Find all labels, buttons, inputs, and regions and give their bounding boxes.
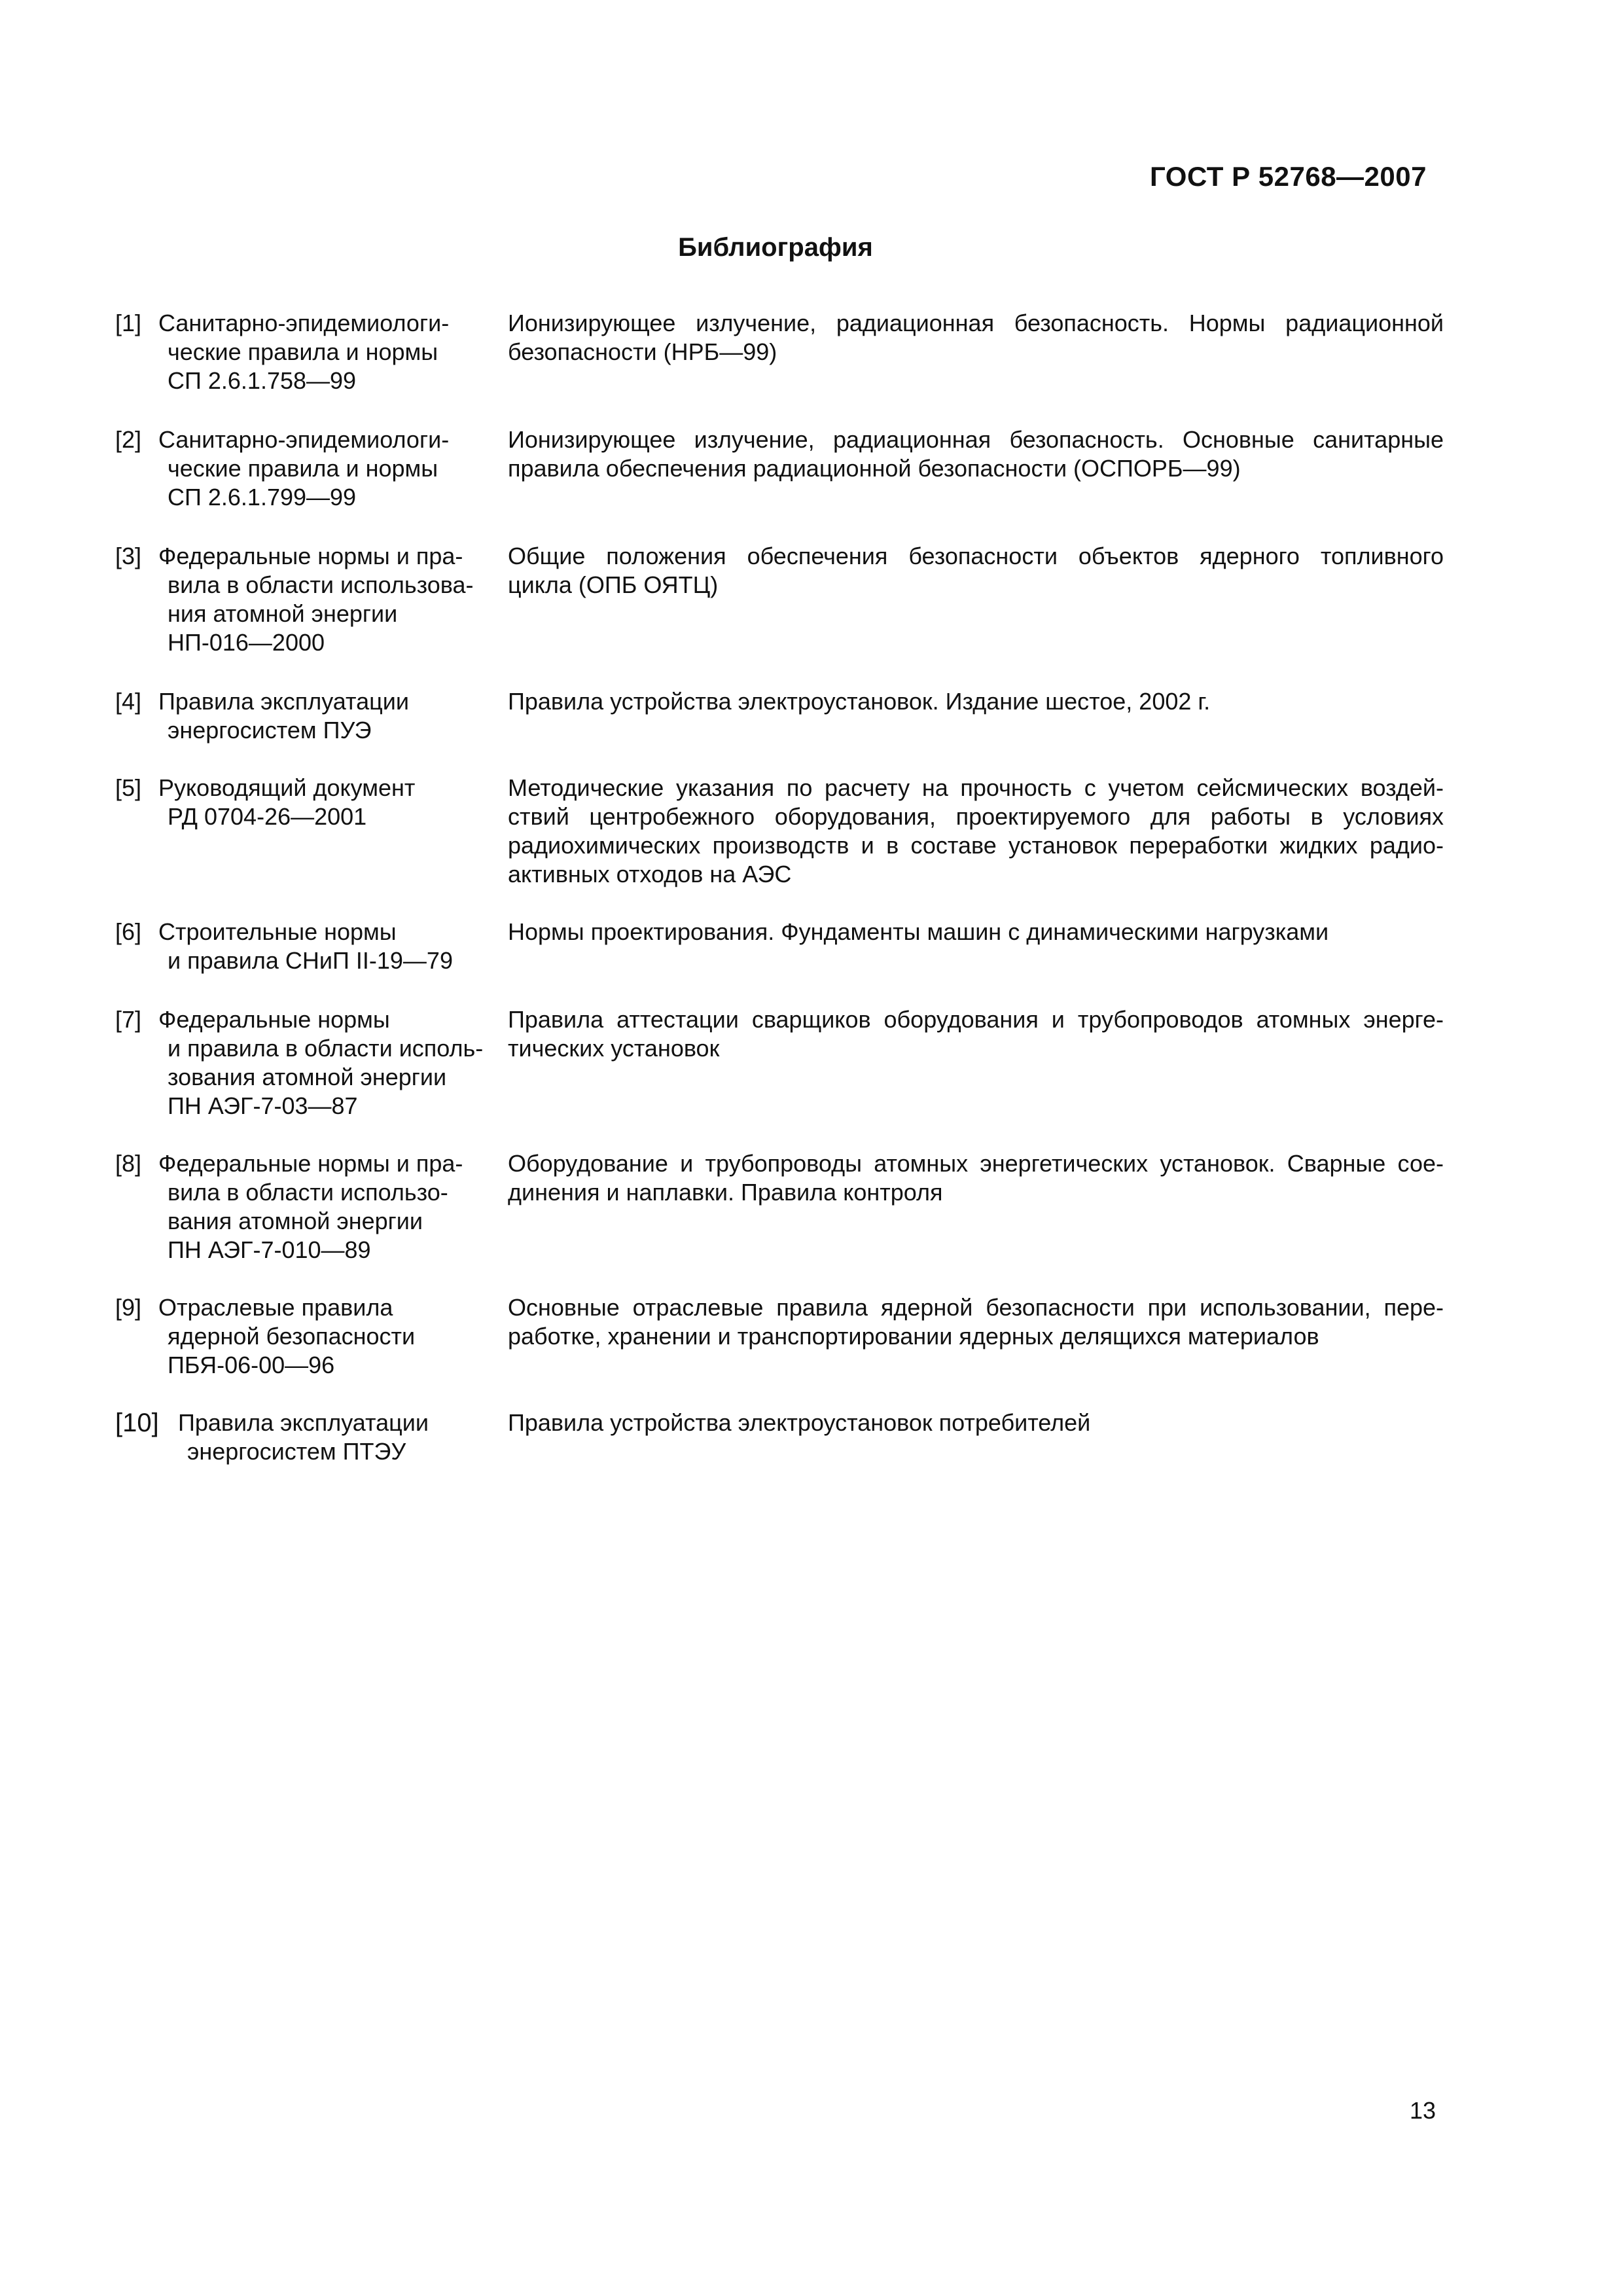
title-line: тических установок: [508, 1035, 720, 1062]
entry-title: [508, 1408, 1444, 1437]
source-line: Правила эксплуатации: [178, 1409, 429, 1436]
source-line: и правила СНиП II-19—79: [168, 947, 453, 974]
entry-number: [5]: [115, 774, 142, 801]
source-line: энергосистем ПУЭ: [168, 717, 372, 744]
source-line: ПБЯ-06-00—96: [168, 1352, 335, 1378]
entry-number: [6]: [115, 918, 142, 945]
bibliography-entry: [115, 1408, 1444, 1466]
bibliography-entry: [115, 425, 1444, 512]
bibliography-entry: [115, 1005, 1444, 1121]
bibliography-entry: [115, 1149, 1444, 1265]
source-line: ядерной безопасности: [168, 1323, 416, 1350]
entry-number: [7]: [115, 1006, 142, 1033]
entry-number: [4]: [115, 688, 142, 715]
document-code: ГОСТ Р 52768—2007: [1150, 161, 1427, 192]
entry-source: [158, 1293, 505, 1380]
entry-source: [158, 774, 505, 831]
entry-title: [508, 425, 1444, 483]
source-line: РД 0704-26—2001: [168, 803, 367, 830]
title-line: Методические указания по расчету на прочность с учетом сейсмических воздей-: [508, 774, 1444, 801]
entry-title: [508, 1149, 1444, 1207]
title-line: Правила устройства электроустановок потребителей: [508, 1409, 1091, 1436]
entry-source: [178, 1408, 525, 1466]
entry-source: [158, 1005, 505, 1121]
entry-source: [158, 542, 505, 657]
title-line: Ионизирующее излучение, радиационная безопасность. Основные санитарные: [508, 426, 1444, 453]
entry-number: [1]: [115, 310, 142, 336]
entry-source: [158, 687, 505, 745]
title-line: ствий центробежного оборудования, проектируемого для работы в условиях: [508, 803, 1444, 830]
entry-title: [508, 1005, 1444, 1063]
title-line: Оборудование и трубопроводы атомных энергетических установок. Сварные сое-: [508, 1150, 1444, 1177]
source-line: вания атомной энергии: [168, 1208, 423, 1234]
source-line: Строительные нормы: [158, 918, 397, 945]
source-line: ческие правила и нормы: [168, 338, 438, 365]
entry-title: [508, 1293, 1444, 1351]
title-line: динения и наплавки. Правила контроля: [508, 1179, 943, 1206]
title-line: активных отходов на АЭС: [508, 861, 792, 888]
source-line: ческие правила и нормы: [168, 455, 438, 482]
entry-title: [508, 542, 1444, 600]
source-line: НП-016—2000: [168, 629, 325, 656]
bibliography-entry: [115, 542, 1444, 657]
source-line: СП 2.6.1.799—99: [168, 484, 357, 511]
title-line: правила обеспечения радиационной безопасности (ОСПОРБ—99): [508, 455, 1241, 482]
source-line: Санитарно-эпидемиологи-: [158, 426, 450, 453]
bibliography-entry: [115, 687, 1444, 745]
entry-source: [158, 309, 505, 395]
entry-number: [3]: [115, 543, 142, 569]
entry-title: [508, 918, 1444, 946]
source-line: Федеральные нормы: [158, 1006, 390, 1033]
entry-number: [2]: [115, 426, 142, 453]
entry-source: [158, 425, 505, 512]
source-line: зования атомной энергии: [168, 1064, 447, 1090]
entry-title: [508, 687, 1444, 716]
source-line: ПН АЭГ-7-010—89: [168, 1236, 371, 1263]
source-line: Отраслевые правила: [158, 1294, 393, 1321]
source-line: энергосистем ПТЭУ: [187, 1438, 406, 1465]
source-line: Федеральные нормы и пра-: [158, 1150, 463, 1177]
entry-title: [508, 309, 1444, 367]
bibliography-entry: [115, 774, 1444, 888]
bibliography-entry: [115, 309, 1444, 395]
title-line: Ионизирующее излучение, радиационная безопасность. Нормы радиационной: [508, 310, 1444, 336]
source-line: СП 2.6.1.758—99: [168, 367, 357, 394]
title-line: радиохимических производств и в составе установок переработки жидких радио-: [508, 832, 1444, 859]
entry-number: [8]: [115, 1150, 142, 1177]
title-line: Нормы проектирования. Фундаменты машин с динамическими нагрузками: [508, 918, 1329, 945]
entry-source: [158, 918, 505, 975]
title-line: Правила аттестации сварщиков оборудования и трубопроводов атомных энерге-: [508, 1006, 1444, 1033]
source-line: вила в области использо-: [168, 1179, 448, 1206]
title-line: Общие положения обеспечения безопасности объектов ядерного топливного: [508, 543, 1444, 569]
source-line: Правила эксплуатации: [158, 688, 409, 715]
source-line: и правила в области исполь-: [168, 1035, 484, 1062]
source-line: Санитарно-эпидемиологи-: [158, 310, 450, 336]
source-line: ния атомной энергии: [168, 600, 398, 627]
title-line: цикла (ОПБ ОЯТЦ): [508, 571, 719, 598]
source-line: Руководящий документ: [158, 774, 416, 801]
entry-title: [508, 774, 1444, 889]
source-line: вила в области использова-: [168, 571, 474, 598]
page-title: Библиография: [678, 233, 873, 262]
title-line: безопасности (НРБ—99): [508, 338, 777, 365]
entry-number: [10]: [115, 1408, 159, 1437]
source-line: ПН АЭГ-7-03—87: [168, 1092, 358, 1119]
page-number: 13: [1409, 2097, 1436, 2124]
source-line: Федеральные нормы и пра-: [158, 543, 463, 569]
title-line: Основные отраслевые правила ядерной безопасности при использовании, пере-: [508, 1294, 1444, 1321]
entry-source: [158, 1149, 505, 1265]
bibliography-entry: [115, 918, 1444, 975]
title-line: Правила устройства электроустановок. Издание шестое, 2002 г.: [508, 688, 1211, 715]
entry-number: [9]: [115, 1294, 142, 1321]
title-line: работке, хранении и транспортировании ядерных делящихся материалов: [508, 1323, 1319, 1350]
bibliography-entry: [115, 1293, 1444, 1380]
